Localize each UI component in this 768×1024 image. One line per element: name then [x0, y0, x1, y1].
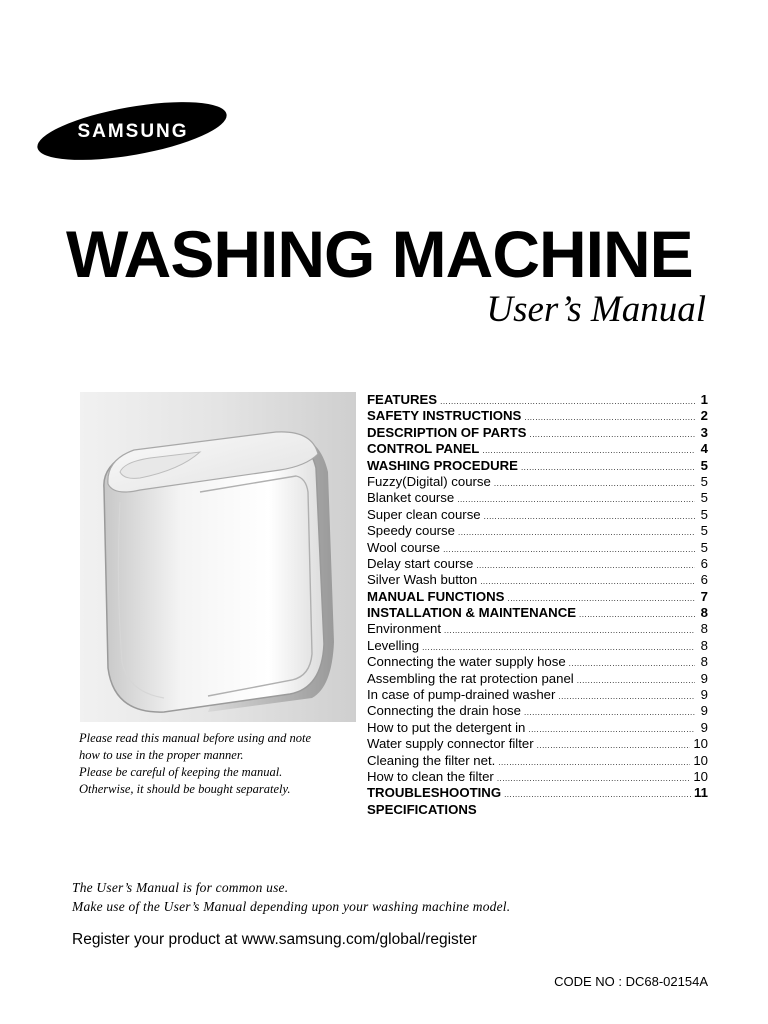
toc-entry-label: WASHING PROCEDURE [367, 457, 518, 473]
toc-entry-label: Blanket course [367, 490, 455, 506]
toc-entry-page: 9 [700, 719, 708, 735]
toc-entry-page: 5 [700, 506, 708, 522]
toc-entry [367, 703, 708, 719]
toc-entry-page: 11 [694, 785, 708, 801]
toc-entry [367, 785, 708, 801]
toc-leader-dots [458, 525, 695, 541]
toc-entry-page: 10 [693, 752, 708, 768]
toc-leader-dots [494, 476, 695, 492]
toc-entry-page: 8 [700, 654, 708, 670]
table-of-contents [367, 392, 708, 818]
washing-machine-image [80, 392, 356, 722]
toc-entry-page: 10 [693, 736, 708, 752]
toc-entry-label: SAFETY INSTRUCTIONS [367, 408, 522, 424]
toc-leader-dots [537, 738, 691, 754]
toc-leader-dots [476, 558, 695, 574]
toc-entry-page: 8 [700, 621, 708, 637]
toc-entry [367, 474, 708, 490]
toc-entry [367, 425, 708, 441]
toc-entry [367, 490, 708, 506]
toc-leader-dots [497, 771, 691, 787]
toc-leader-dots [569, 656, 695, 672]
toc-entry-label: DESCRIPTION OF PARTS [367, 424, 527, 440]
toc-entry [367, 638, 708, 654]
toc-entry-label: CONTROL PANEL [367, 441, 480, 457]
toc-entry [367, 621, 708, 637]
toc-entry [367, 736, 708, 752]
toc-entry [367, 572, 708, 588]
code-number: CODE NO : DC68-02154A [554, 974, 708, 989]
toc-entry [367, 408, 708, 424]
toc-entry-page: 9 [700, 687, 708, 703]
notice-line: Otherwise, it should be bought separately. [79, 782, 291, 796]
toc-entry-page: 6 [700, 555, 708, 571]
register-text: Register your product at www.samsung.com/global/register [72, 931, 477, 948]
toc-leader-dots [521, 460, 695, 476]
toc-entry-page: 5 [700, 490, 708, 506]
toc-entry-label: Connecting the water supply hose [367, 654, 566, 670]
toc-entry-label: FEATURES [367, 392, 438, 407]
notice-line: how to use in the proper manner. [79, 748, 244, 762]
toc-entry [367, 687, 708, 703]
toc-entry-page: 5 [700, 539, 708, 555]
toc-entry-label: Levelling [367, 637, 420, 653]
toc-entry-page: 6 [700, 572, 708, 588]
toc-entry-page: 7 [700, 588, 708, 604]
toc-entry-page: 2 [700, 408, 708, 424]
toc-entry-label: Speedy course [367, 523, 455, 539]
toc-leader-dots [498, 755, 690, 771]
toc-entry-page: 5 [700, 457, 708, 473]
manual-notice [79, 730, 364, 798]
toc-entry-label: Silver Wash button [367, 572, 478, 588]
toc-entry [367, 769, 708, 785]
toc-entry-label: Assembling the rat protection panel [367, 670, 574, 686]
toc-entry-page: 4 [700, 441, 708, 457]
toc-leader-dots [577, 673, 695, 689]
toc-entry [367, 458, 708, 474]
toc-entry [367, 507, 708, 523]
notice-line: Please read this manual before using and note [79, 731, 312, 745]
toc-entry-label: How to put the detergent in [367, 719, 526, 735]
toc-leader-dots [457, 492, 695, 508]
toc-entry-label: INSTALLATION & MAINTENANCE [367, 605, 577, 621]
toc-leader-dots [558, 689, 695, 705]
notice-line: Please be careful of keeping the manual. [79, 765, 283, 779]
toc-entry-label: Connecting the drain hose [367, 703, 521, 719]
toc-entry-label: In case of pump-drained washer [367, 687, 556, 703]
toc-entry-page: 1 [700, 392, 708, 407]
toc-entry-label: Water supply connector filter [367, 736, 534, 752]
toc-entry-label: Environment [367, 621, 442, 637]
toc-leader-dots [443, 542, 695, 558]
page-subtitle: User’s Manual [486, 289, 706, 330]
toc-entry [367, 523, 708, 539]
toc-leader-dots [524, 705, 695, 721]
toc-entry [367, 753, 708, 769]
toc-entry-label: Super clean course [367, 506, 481, 522]
toc-entry [367, 654, 708, 670]
toc-entry [367, 720, 708, 736]
toc-entry [367, 802, 708, 818]
toc-entry [367, 605, 708, 621]
toc-leader-dots [504, 787, 691, 803]
toc-entry-page: 5 [700, 473, 708, 489]
toc-entry-label: Wool course [367, 539, 441, 555]
toc-entry [367, 540, 708, 556]
toc-entry [367, 392, 708, 408]
toc-entry [367, 589, 708, 605]
toc-entry [367, 671, 708, 687]
toc-entry-label: Cleaning the filter net. [367, 752, 496, 768]
page-title: WASHING MACHINE [66, 217, 693, 291]
toc-entry-label: How to clean the filter [367, 768, 494, 784]
toc-leader-dots [444, 623, 695, 639]
toc-entry [367, 441, 708, 457]
toc-leader-dots [480, 574, 695, 590]
toc-entry-page: 10 [693, 768, 708, 784]
logo-text: SAMSUNG [77, 121, 189, 142]
toc-leader-dots [528, 722, 695, 738]
toc-entry-label: SPECIFICATIONS [367, 801, 477, 817]
toc-leader-dots [484, 509, 695, 525]
toc-leader-dots [579, 607, 695, 623]
toc-entry-page: 8 [700, 605, 708, 621]
toc-entry-label: Delay start course [367, 555, 474, 571]
toc-entry-page: 3 [700, 424, 708, 440]
toc-leader-dots [524, 410, 695, 426]
toc-entry-page: 8 [700, 637, 708, 653]
common-use-line: The User’s Manual is for common use. [72, 880, 289, 895]
toc-leader-dots [529, 427, 695, 443]
common-use-line: Make use of the User’s Manual depending upon your washing machine model. [72, 899, 511, 914]
common-use-note [72, 878, 510, 916]
toc-entry-label: MANUAL FUNCTIONS [367, 588, 505, 604]
toc-entry-label: Fuzzy(Digital) course [367, 473, 491, 489]
toc-entry-page: 5 [700, 523, 708, 539]
toc-entry-page: 9 [700, 670, 708, 686]
samsung-logo [36, 100, 228, 162]
toc-entry [367, 556, 708, 572]
toc-entry-page: 9 [700, 703, 708, 719]
toc-entry-label: TROUBLESHOOTING [367, 785, 502, 801]
